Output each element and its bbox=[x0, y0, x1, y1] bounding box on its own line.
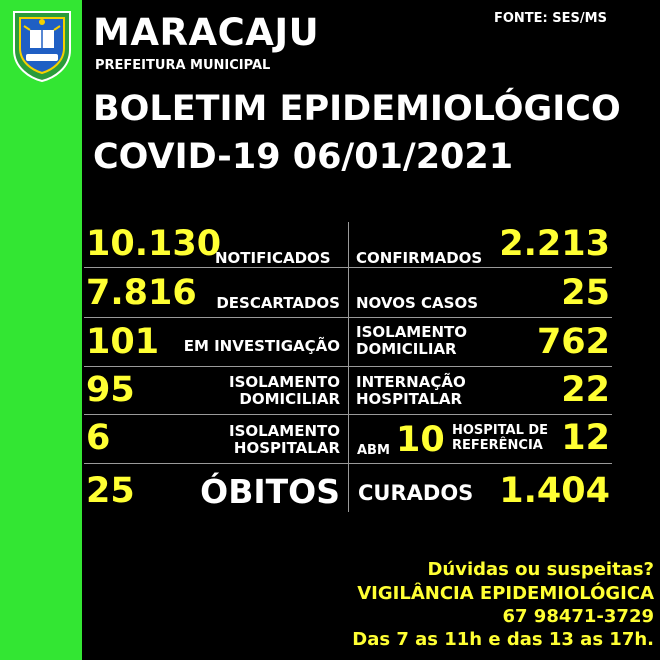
contact-phone: 67 98471-3729 bbox=[502, 606, 654, 627]
label-line: INTERNAÇÃO bbox=[356, 373, 466, 391]
discarded-label: DESCARTADOS bbox=[216, 294, 340, 312]
column-divider bbox=[348, 222, 349, 512]
confirmed-value: 2.213 bbox=[499, 224, 610, 264]
new-cases-label: NOVOS CASOS bbox=[356, 294, 478, 312]
label-line: ISOLAMENTO bbox=[228, 373, 340, 391]
notified-value: 10.130 bbox=[86, 224, 222, 264]
label-line: ISOLAMENTO bbox=[356, 323, 468, 341]
hospital-isolation-value: 6 bbox=[86, 418, 111, 458]
hospitalization-value: 22 bbox=[561, 370, 610, 410]
right-home-isolation-label bbox=[356, 324, 467, 358]
city-hall-subtitle: PREFEITURA MUNICIPAL bbox=[95, 58, 271, 73]
investigation-value: 101 bbox=[86, 322, 160, 362]
label-line: ISOLAMENTO bbox=[228, 422, 340, 440]
discarded-value: 7.816 bbox=[86, 273, 197, 313]
notified-label: NOTIFICADOS bbox=[215, 249, 331, 267]
bulletin-title: BOLETIM EPIDEMIOLÓGICO bbox=[93, 89, 621, 129]
recovered-value: 1.404 bbox=[499, 471, 610, 511]
label-line: HOSPITALAR bbox=[356, 390, 463, 408]
reference-hospital-label bbox=[452, 423, 548, 453]
confirmed-label: CONFIRMADOS bbox=[356, 249, 483, 267]
new-cases-value: 25 bbox=[561, 273, 610, 313]
contact-department: VIGILÂNCIA EPIDEMIOLÓGICA bbox=[357, 583, 654, 604]
data-source: FONTE: SES/MS bbox=[494, 11, 607, 26]
right-home-isolation-value: 762 bbox=[536, 322, 610, 362]
green-side-stripe bbox=[0, 0, 82, 660]
recovered-label: CURADOS bbox=[358, 481, 474, 505]
bulletin-date-title: COVID-19 06/01/2021 bbox=[93, 137, 514, 177]
abm-label: ABM bbox=[357, 443, 390, 458]
hospitalization-label bbox=[356, 374, 466, 408]
investigation-label: EM INVESTIGAÇÃO bbox=[183, 337, 340, 355]
home-isolation-value: 95 bbox=[86, 370, 135, 410]
hospital-isolation-label bbox=[229, 423, 340, 457]
label-line: HOSPITAL DE bbox=[452, 423, 549, 438]
label-line: REFERÊNCIA bbox=[452, 438, 543, 453]
label-line: HOSPITALAR bbox=[233, 439, 340, 457]
city-name: MARACAJU bbox=[93, 11, 320, 54]
label-line: DOMICILIAR bbox=[356, 340, 457, 358]
abm-value: 10 bbox=[396, 420, 445, 460]
contact-question: Dúvidas ou suspeitas? bbox=[427, 559, 654, 580]
home-isolation-label bbox=[229, 374, 340, 408]
reference-hospital-value: 12 bbox=[561, 418, 610, 458]
coat-of-arms-icon bbox=[10, 6, 74, 82]
deaths-label: ÓBITOS bbox=[200, 472, 340, 511]
contact-hours: Das 7 as 11h e das 13 as 17h. bbox=[352, 629, 654, 650]
deaths-value: 25 bbox=[86, 471, 135, 511]
label-line: DOMICILIAR bbox=[239, 390, 340, 408]
